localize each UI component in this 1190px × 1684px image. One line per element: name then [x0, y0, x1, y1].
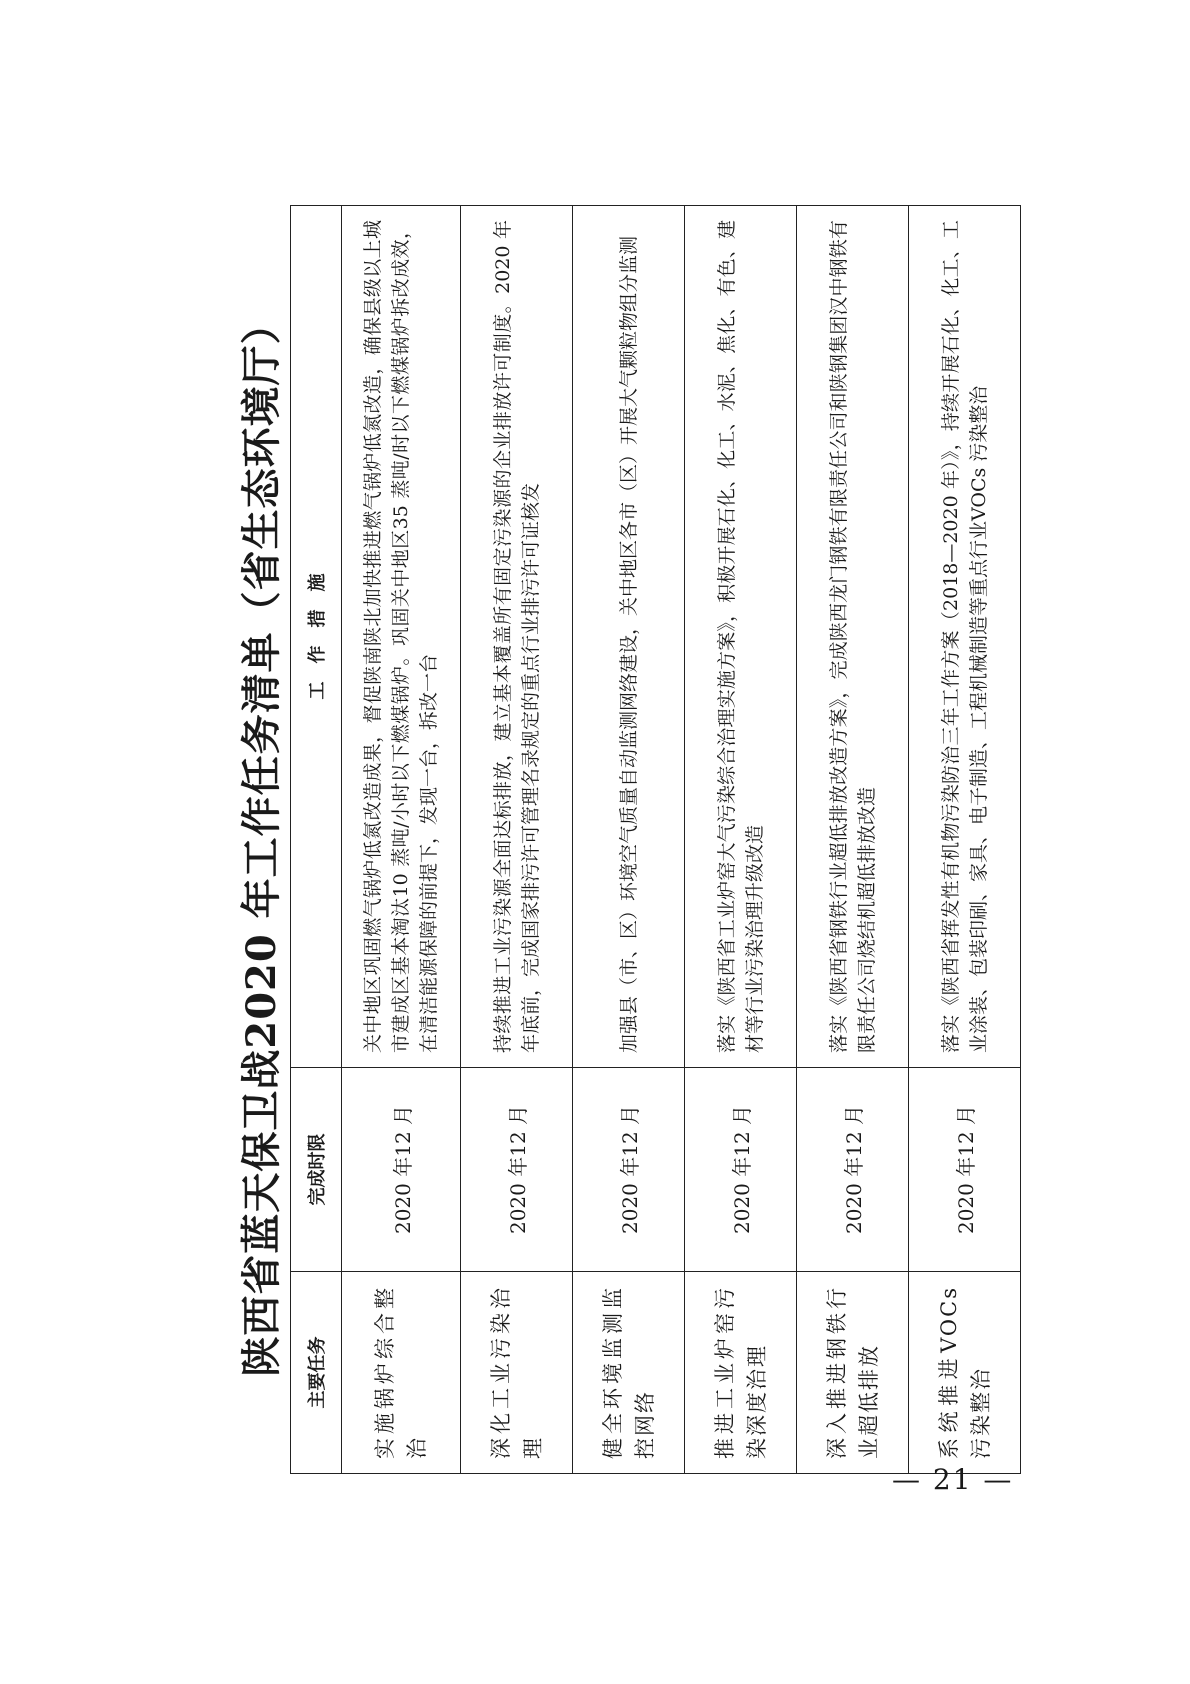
header-deadline: 完成时限 — [291, 1068, 342, 1272]
deadline: 2020 年12 月 — [573, 1068, 685, 1272]
measures: 落实《陕西省钢铁行业超低排放改造方案》，完成陕西龙门钢铁有限责任公司和陕钢集团汉中钢铁有限责任公司烧结机超低排放改造 — [797, 206, 909, 1068]
measures: 关中地区巩固燃气锅炉低氮改造成果，督促陕南陕北加快推进燃气锅炉低氮改造，确保县级以上城市建成区基本淘汰10 蒸吨/小时以下燃煤锅炉。巩固关中地区35 蒸吨/时以下燃煤锅炉拆改成效，在清洁能源保障的前提下，发现一台，拆改一台 — [342, 206, 461, 1068]
task-name: 深入推进钢铁行业超低排放 — [797, 1272, 909, 1474]
deadline: 2020 年12 月 — [797, 1068, 909, 1272]
table-row — [909, 206, 1021, 1474]
task-name: 深化工业污染治理 — [461, 1272, 573, 1474]
task-name: 推进工业炉窑污染深度治理 — [685, 1272, 797, 1474]
deadline: 2020 年12 月 — [685, 1068, 797, 1272]
table-row — [342, 206, 461, 1474]
page-number: — 21 — — [892, 1463, 1014, 1496]
header-task: 主要任务 — [291, 1272, 342, 1474]
table-row — [797, 206, 909, 1474]
table-row — [461, 206, 573, 1474]
measures: 加强县（市、区）环境空气质量自动监测网络建设，关中地区各市（区）开展大气颗粒物组分监测 — [573, 206, 685, 1068]
task-name: 实施锅炉综合整治 — [342, 1272, 461, 1474]
deadline: 2020 年12 月 — [461, 1068, 573, 1272]
rotated-page — [190, 206, 1150, 1474]
deadline: 2020 年12 月 — [909, 1068, 1021, 1272]
table-row — [573, 206, 685, 1474]
document-title: 陕西省蓝天保卫战2020 年工作任务清单（省生态环境厅） — [238, 303, 285, 1377]
measures: 落实《陕西省挥发性有机物污染防治三年工作方案（2018—2020 年）》，持续开展石化、化工、工业涂装、包装印刷、家具、电子制造、工程机械制造等重点行业VOCs 污染整治 — [909, 206, 1021, 1068]
task-name: 健全环境监测监控网络 — [573, 1272, 685, 1474]
measures: 落实《陕西省工业炉窑大气污染综合治理实施方案》，积极开展石化、化工、水泥、焦化、有色、建材等行业污染治理升级改造 — [685, 206, 797, 1068]
table-header-row — [291, 206, 342, 1474]
measures: 持续推进工业污染源全面达标排放，建立基本覆盖所有固定污染源的企业排放许可制度。2020 年年底前，完成国家排污许可管理名录规定的重点行业排污许可证核发 — [461, 206, 573, 1068]
header-measures: 工 作 措 施 — [291, 206, 342, 1068]
task-name: 系统推进VOCs 污染整治 — [909, 1272, 1021, 1474]
task-table — [290, 205, 1021, 1474]
table-row — [685, 206, 797, 1474]
deadline: 2020 年12 月 — [342, 1068, 461, 1272]
